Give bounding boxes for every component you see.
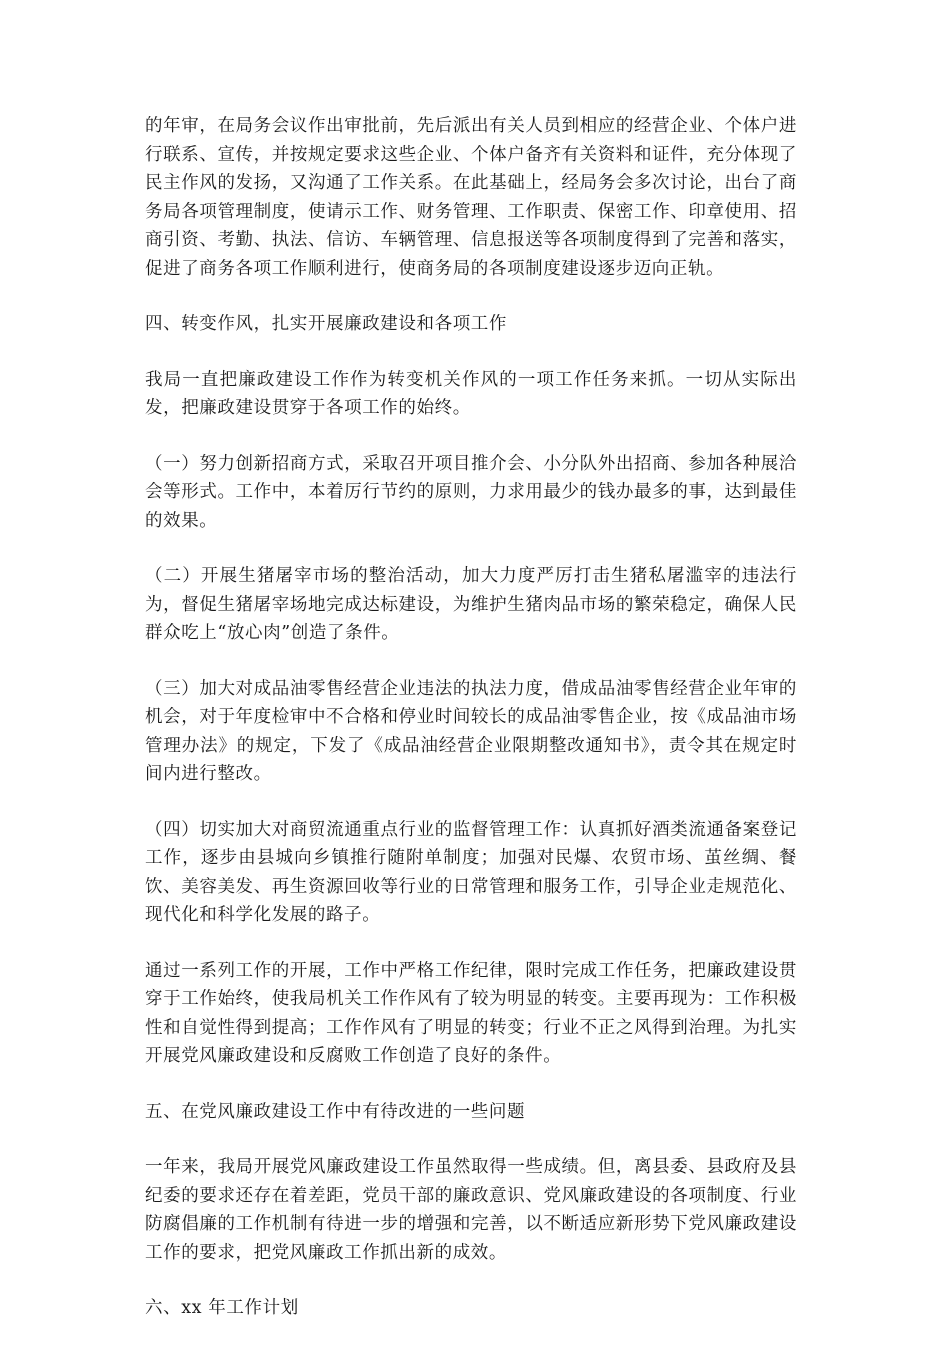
paragraph-item-1: （一）努力创新招商方式，采取召开项目推介会、小分队外出招商、参加各种展洽会等形式。工作中，本着厉行节约的原则，力求用最少的钱办最多的事，达到最佳的效果。 — [145, 453, 797, 531]
paragraph-item-2: （二）开展生猪屠宰市场的整治活动，加大力度严厉打击生猪私屠滥宰的违法行为，督促生猪屠宰场地完成达标建设，为维护生猪肉品市场的繁荣稳定，确保人民群众吃上“放心肉”创造了条件。 — [145, 566, 797, 643]
paragraph-annual-review: 的年审，在局务会议作出审批前，先后派出有关人员到相应的经营企业、个体户进行联系、宣传，并按规定要求这些企业、个体户备齐有关资料和证件，充分体现了民主作风的发扬，又沟通了工作关系。在此基础上，经局务会多次讨论，出台了商务局各项管理制度，使请示工作、财务管理、工作职责、保密工作、印章使用、招商引资、考勤、执法、信访、车辆管理、信息报送等各项制度得到了完善和落实，促进了商务各项工作顺利进行，使商务局的各项制度建设逐步迈向正轨。 — [145, 116, 797, 279]
section-heading-5: 五、在党风廉政建设工作中有待改进的一些问题 — [145, 1101, 526, 1122]
paragraph-section-4-summary: 通过一系列工作的开展，工作中严格工作纪律，限时完成工作任务，把廉政建设贯穿于工作始终，使我局机关工作作风有了较为明显的转变。主要再现为：工作积极性和自觉性得到提高；工作作风有了明显的转变；行业不正之风得到治理。为扎实开展党风廉政建设和反腐败工作创造了良好的条件。 — [145, 960, 797, 1066]
section-heading-6: 六、xx 年工作计划 — [145, 1298, 299, 1318]
document-body — [145, 112, 797, 1350]
paragraph-item-3: （三）加大对成品油零售经营企业违法的执法力度，借成品油零售经营企业年审的机会，对于年度检审中不合格和停业时间较长的成品油零售企业，按《成品油市场管理办法》的规定，下发了《成品油经营企业限期整改通知书》，责令其在规定时间内进行整改。 — [145, 678, 797, 784]
paragraph-item-4: （四）切实加大对商贸流通重点行业的监督管理工作：认真抓好酒类流通备案登记工作，逐步由县城向乡镇推行随附单制度；加强对民爆、农贸市场、茧丝绸、餐饮、美容美发、再生资源回收等行业的日常管理和服务工作，引导企业走规范化、现代化和科学化发展的路子。 — [145, 819, 797, 925]
section-heading-4: 四、转变作风，扎实开展廉政建设和各项工作 — [145, 314, 507, 334]
paragraph-section-5: 一年来，我局开展党风廉政建设工作虽然取得一些成绩。但，离县委、县政府及县纪委的要求还存在着差距，党员干部的廉政意识、党风廉政建设的各项制度、行业防腐倡廉的工作机制有待进一步的增强和完善，以不断适应新形势下党风廉政建设工作的要求，把党风廉政工作抓出新的成效。 — [145, 1157, 797, 1263]
paragraph-section-4-intro: 我局一直把廉政建设工作作为转变机关作风的一项工作任务来抓。一切从实际出发，把廉政建设贯穿于各项工作的始终。 — [145, 369, 797, 418]
